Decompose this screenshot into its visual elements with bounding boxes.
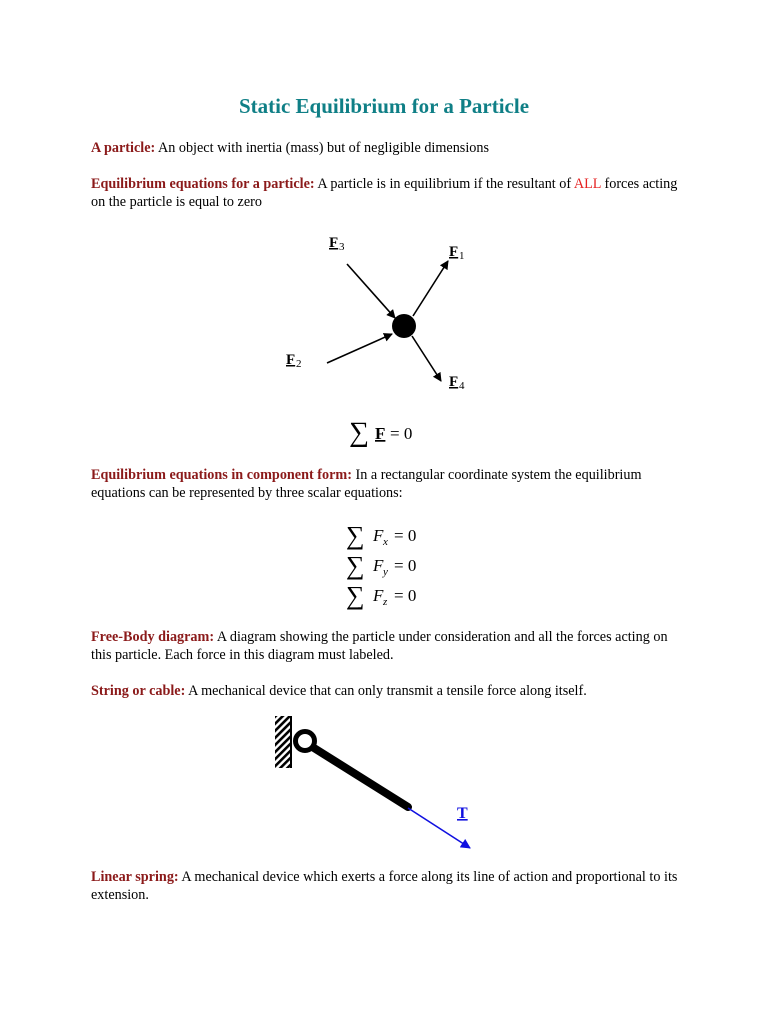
string-cable-text: A mechanical device that can only transmit a tensile force along itself. [185,683,587,699]
label-f2-sub: 2 [296,358,302,370]
arrow-f4 [412,336,441,381]
all-highlight: ALL [573,176,601,192]
component-rhs: = 0 [394,586,417,605]
label-f1-sub: 1 [459,250,465,262]
label-f2 [286,352,302,370]
component-var: F [373,586,384,605]
component-equation-z [346,581,416,610]
component-sub: z [383,596,388,608]
component-rhs: = 0 [394,556,417,575]
free-body-term: Free-Body diagram: [91,629,215,645]
label-f4 [449,374,465,392]
particle-dot [392,314,416,338]
tension-label: T [457,805,468,822]
component-rhs: = 0 [394,526,417,545]
component-var: F [373,556,384,575]
free-body-definition [91,628,691,664]
force-arrows [327,261,448,381]
particle-term: A particle: [91,140,156,156]
particle-text: An object with inertia (mass) but of negligible dimensions [155,140,489,156]
label-f3-letter: F [329,235,339,251]
equilibrium-term: Equilibrium equations for a particle: [91,176,315,192]
arrow-f1 [413,261,448,316]
component-equation-x [346,521,416,550]
string-cable-definition [91,682,691,700]
component-sub: x [383,536,388,548]
sum-symbol: ∑ [349,417,369,448]
string-cable-term: String or cable: [91,683,186,699]
cable-diagram [275,716,470,848]
sum-equation [349,417,412,448]
arrow-f2 [327,334,392,363]
linear-spring-text: A mechanical device which exerts a force along its line of action and proportional to its extension. [91,869,678,903]
equilibrium-text-after: forces acting on the particle is equal to zero [91,176,678,210]
label-f1-letter: F [449,244,459,260]
label-f4-sub: 4 [459,380,465,392]
component-var: F [373,526,384,545]
component-sub: y [383,566,388,578]
cable-line [314,748,408,807]
label-f1 [449,244,465,262]
equilibrium-text-before: A particle is in equilibrium if the resultant of [314,176,574,192]
page-title: Static Equilibrium for a Particle [238,94,530,118]
component-equation-y [346,551,416,580]
linear-spring-definition [91,868,691,904]
sum-symbol: ∑ [346,581,365,610]
sum-vector: F [375,424,386,443]
wall-hatch [275,716,291,768]
label-f3-sub: 3 [339,241,345,253]
cable-eye [296,732,315,751]
component-form-term: Equilibrium equations in component form: [91,467,352,483]
label-f4-letter: F [449,374,459,390]
sum-symbol: ∑ [346,551,365,580]
label-f3 [329,235,345,253]
sum-symbol: ∑ [346,521,365,550]
component-form-definition [91,466,691,502]
component-form-text: In a rectangular coordinate system the equilibrium equations can be represented by three scalar equations: [91,467,642,501]
free-body-text: A diagram showing the particle under consideration and all the forces acting on this particle. Each force in this diagram must labeled. [91,629,668,663]
linear-spring-term: Linear spring: [91,869,179,885]
arrow-f3 [347,264,395,318]
label-f2-letter: F [286,352,296,368]
sum-rhs: = 0 [390,424,413,443]
